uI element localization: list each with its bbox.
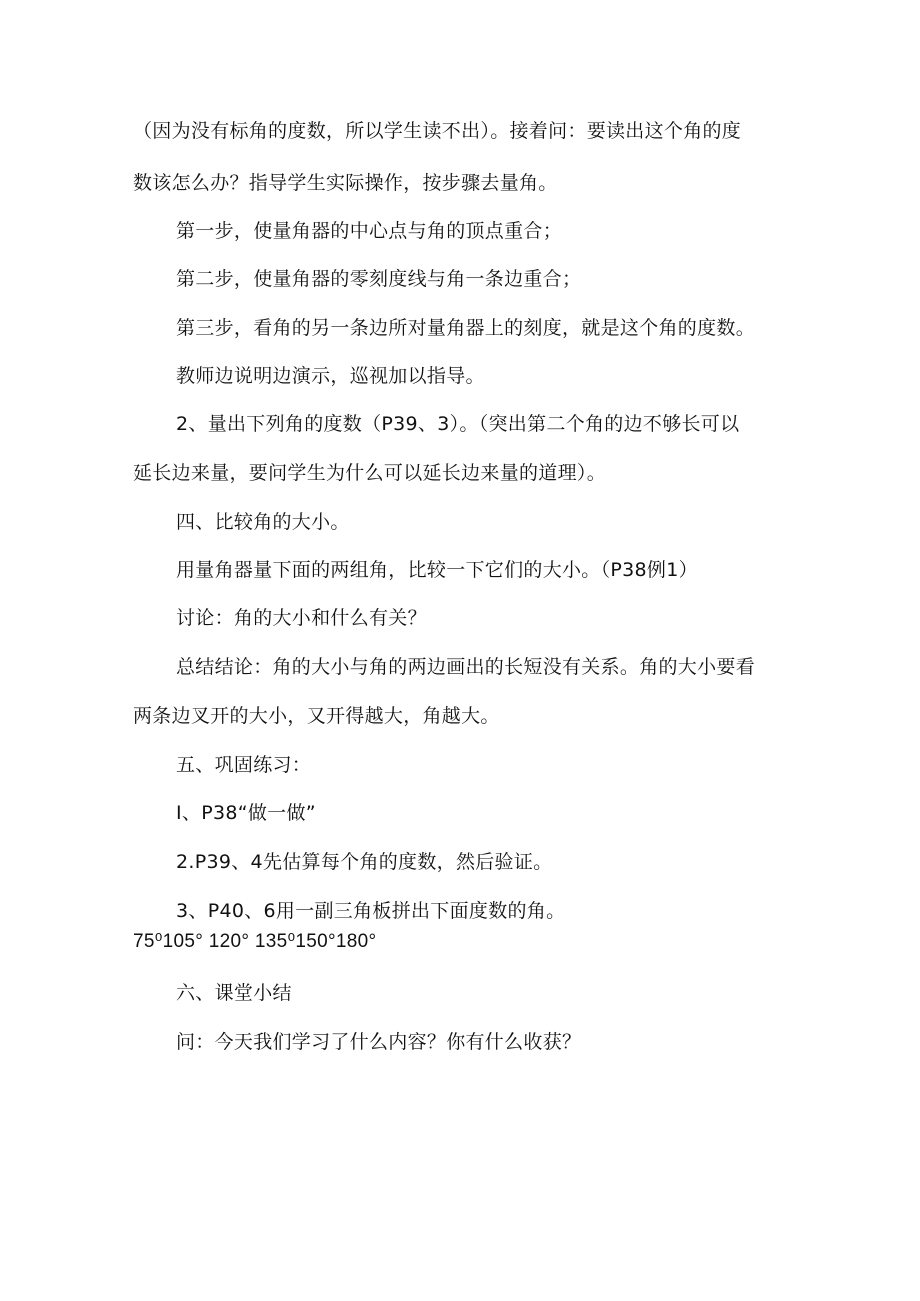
section-heading-compare: 四、比较角的大小。 [176,511,350,533]
degree-value: 105° [162,931,204,952]
paragraph-line: （因为没有标角的度数，所以学生读不出）。接着问：要读出这个角的度 [133,120,742,142]
paragraph-line: 两条边叉开的大小，又开得越大，角越大。 [133,705,500,727]
section-heading-practice: 五、巩固练习： [176,754,312,776]
section-heading-summary: 六、课堂小结 [176,982,292,1004]
discussion-line: 讨论：角的大小和什么有关？ [176,607,427,629]
degree-value: 180° [335,931,377,952]
step-three-line: 第三步，看角的另一条边所对量角器上的刻度，就是这个角的度数。 [176,317,756,339]
practice-item: 3、P40、6用一副三角板拼出下面度数的角。 [176,900,566,922]
degree-value: 135⁰ [254,931,296,952]
question-line: 问：今天我们学习了什么内容？你有什么收获？ [176,1031,582,1053]
practice-item: 2.P39、4先估算每个角的度数，然后验证。 [176,851,553,873]
degree-value: 75⁰ [133,931,163,952]
degree-value: 150° [295,931,336,952]
step-one-line: 第一步，使量角器的中心点与角的顶点重合； [176,220,563,242]
practice-item: I、P38“做一做” [176,802,316,824]
paragraph-line: 数该怎么办？指导学生实际操作，按步骤去量角。 [133,172,558,194]
step-two-line: 第二步，使量角器的零刻度线与角一条边重合； [176,268,582,290]
exercise-two-line: 2、量出下列角的度数（P39、3）。（突出第二个角的边不够长可以 [176,413,740,435]
paragraph-line: 延长边来量，要问学生为什么可以延长边来量的道理）。 [133,462,607,484]
paragraph-line: 教师边说明边演示，巡视加以指导。 [176,365,485,387]
paragraph-line: 用量角器量下面的两组角，比较一下它们的大小。（P38例1） [176,559,698,581]
conclusion-line: 总结结论：角的大小与角的两边画出的长短没有关系。角的大小要看 [176,656,756,678]
degree-values-line [133,929,376,955]
degree-value: 120° [208,931,250,952]
